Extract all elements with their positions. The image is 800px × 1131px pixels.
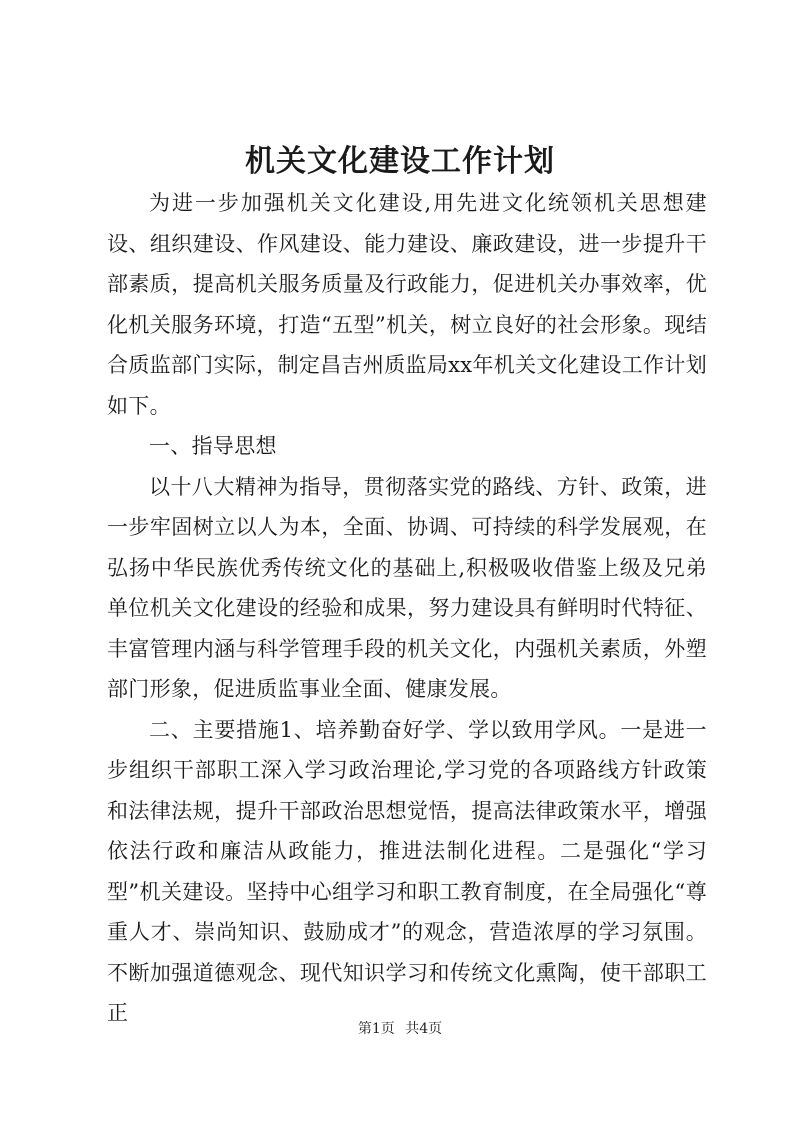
page-footer	[0, 1019, 800, 1039]
document-title: 机关文化建设工作计划	[245, 144, 555, 179]
main-measures-paragraph: 二、主要措施1、培养勤奋好学、学以致用学风。一是进一步组织干部职工深入学习政治理论,学习党的各项路线方针政策和法律法规，提升干部政治思想觉悟，提高法律政策水平，增强依法行政和廉洁从政能力，推进法制化进程。二是强化“学习型”机关建设。坚持中心组学习和职工教育制度，在全局强化“尊重人才、崇尚知识、鼓励成才”的观念，营造浓厚的学习氛围。不断加强道德观念、现代知识学习和传统文化熏陶，使干部职工正	[107, 717, 707, 1025]
intro-paragraph: 为进一步加强机关文化建设,用先进文化统领机关思想建设、组织建设、作风建设、能力建设、廉政建设，进一步提升干部素质，提高机关服务质量及行政能力，促进机关办事效率，优化机关服务环境，打造“五型”机关，树立良好的社会形象。现结合质监部门实际，制定昌吉州质监局xx年机关文化建设工作计划如下。	[107, 191, 707, 418]
page-total: 共4页	[405, 1021, 443, 1037]
document-body	[107, 183, 707, 1034]
section-heading-guiding-ideology: 一、指导思想	[149, 434, 277, 458]
page-number: 第1页	[357, 1021, 395, 1037]
guiding-ideology-paragraph: 以十八大精神为指导，贯彻落实党的路线、方针、政策，进一步牢固树立以人为本，全面、协调、可持续的科学发展观，在弘扬中华民族优秀传统文化的基础上,积极吸收借鉴上级及兄弟单位机关文化建设的经验和成果，努力建设具有鲜明时代特征、丰富管理内涵与科学管理手段的机关文化，内强机关素质，外塑部门形象，促进质监事业全面、健康发展。	[107, 474, 707, 701]
